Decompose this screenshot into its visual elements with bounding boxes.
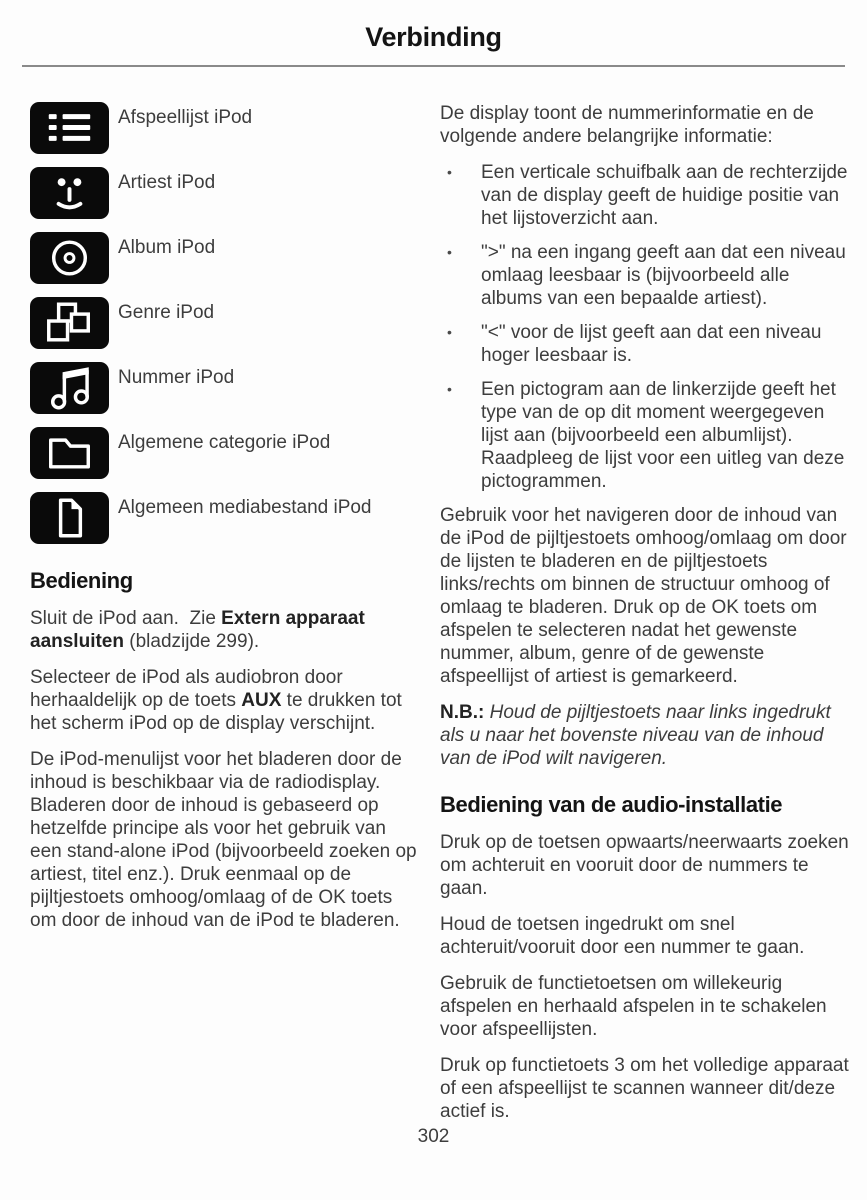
genre-icon (30, 297, 109, 349)
list-item: • Een verticale schuifbalk aan de rechterzijde van de display geeft de huidige positie van het lijstoverzicht aan. (440, 161, 850, 230)
paragraph-scan: Druk op functietoets 3 om het volledige apparaat of een afspeellijst te scannen wanneer dit/deze actief is. (440, 1055, 849, 1122)
legend-label: Genre iPod (118, 302, 215, 323)
music-note-icon (30, 362, 109, 414)
operation-heading: Bediening (30, 568, 133, 593)
right-column (440, 102, 850, 1136)
legend-row (30, 362, 422, 414)
paragraph-hold-buttons: Houd de toetsen ingedrukt om snel achteruit/vooruit door een nummer te gaan. (440, 914, 805, 958)
legend-label: Album iPod (118, 237, 216, 258)
text-run: Selecteer de iPod als audiobron door herhaaldelijk op de toets (30, 667, 343, 711)
page-title: Verbinding (365, 22, 502, 52)
text-run: Sluit de iPod aan. Zie (30, 608, 222, 629)
legend-row (30, 427, 422, 479)
artist-icon (30, 167, 109, 219)
page-footer (0, 1126, 867, 1148)
legend-row (30, 167, 422, 219)
bold-reference: Extern apparaat aansluiten (30, 608, 365, 652)
folder-icon (30, 427, 109, 479)
header-divider (22, 65, 845, 67)
legend-row (30, 232, 422, 284)
audio-system-heading: Bediening van de audio-installatie (440, 792, 783, 817)
file-icon (30, 492, 109, 544)
paragraph-connect (30, 607, 422, 653)
list-item: • ">" na een ingang geeft aan dat een niveau omlaag leesbaar is (bijvoorbeeld alle albums van een bepaalde artiest). (440, 241, 850, 310)
display-info-list (440, 161, 850, 493)
paragraph-select-source (30, 666, 422, 735)
legend-label: Artiest iPod (118, 172, 216, 193)
note-label: N.B.: (440, 702, 485, 723)
legend-label: Algemene categorie iPod (118, 432, 331, 453)
page-number: 302 (417, 1126, 450, 1147)
list-item: • Een pictogram aan de linkerzijde geeft het type van de op dit moment weergegeven lijst aan (bijvoorbeeld een albumlijst). Raadpleeg de lijst voor een uitleg van deze pictogrammen. (440, 378, 850, 493)
playlist-icon (30, 102, 109, 154)
legend-label: Algemeen mediabestand iPod (118, 497, 372, 518)
note-text: Houd de pijltjestoets naar links ingedrukt als u naar het bovenste niveau van de inhoud van de iPod wilt navigeren. (440, 702, 831, 769)
legend-label: Afspeellijst iPod (118, 107, 253, 128)
album-icon (30, 232, 109, 284)
legend-label: Nummer iPod (118, 367, 235, 388)
legend-row (30, 297, 422, 349)
text-run: (bladzijde 299). (123, 631, 260, 652)
paragraph-function-buttons: Gebruik de functietoetsen om willekeurig afspelen en herhaald afspelen in te schakelen voor afspeellijsten. (440, 973, 827, 1040)
paragraph-menu-browsing: De iPod-menulijst voor het bladeren door de inhoud is beschikbaar via de radiodisplay. Bladeren door de inhoud is gebaseerd op hetzelfde principe als voor het gebruik van een stand-alone iPod (bijvoorbeeld zoeken op artiest, titel enz.). Druk eenmaal op de pijltjestoets omhoog/omlaag of de OK toets om door de inhoud van de iPod te bladeren. (30, 749, 417, 931)
paragraph-navigation: Gebruik voor het navigeren door de inhoud van de iPod de pijltjestoets omhoog/omlaag om door de lijsten te bladeren en de pijltjestoets links/rechts om binnen de structuur omhoog of omlaag te bladeren. Druk op de OK toets om afspelen te selecteren nadat het gewenste nummer, album, genre of de gewenste afspeellijst of artiest is gemarkeerd. (440, 505, 847, 687)
legend-row (30, 492, 422, 544)
page-header (0, 0, 867, 67)
paragraph-display-intro: De display toont de nummerinformatie en de volgende andere belangrijke informatie: (440, 103, 814, 147)
bold-button-name: AUX (241, 690, 282, 711)
list-item: • "<" voor de lijst geeft aan dat een niveau hoger leesbaar is. (440, 321, 850, 367)
legend-row (30, 102, 422, 154)
note-paragraph (440, 701, 850, 770)
text-run: te drukken tot het scherm iPod op de display verschijnt. (30, 690, 402, 734)
paragraph-seek-buttons: Druk op de toetsen opwaarts/neerwaarts zoeken om achteruit en vooruit door de nummers te gaan. (440, 832, 849, 899)
left-column (30, 102, 422, 945)
